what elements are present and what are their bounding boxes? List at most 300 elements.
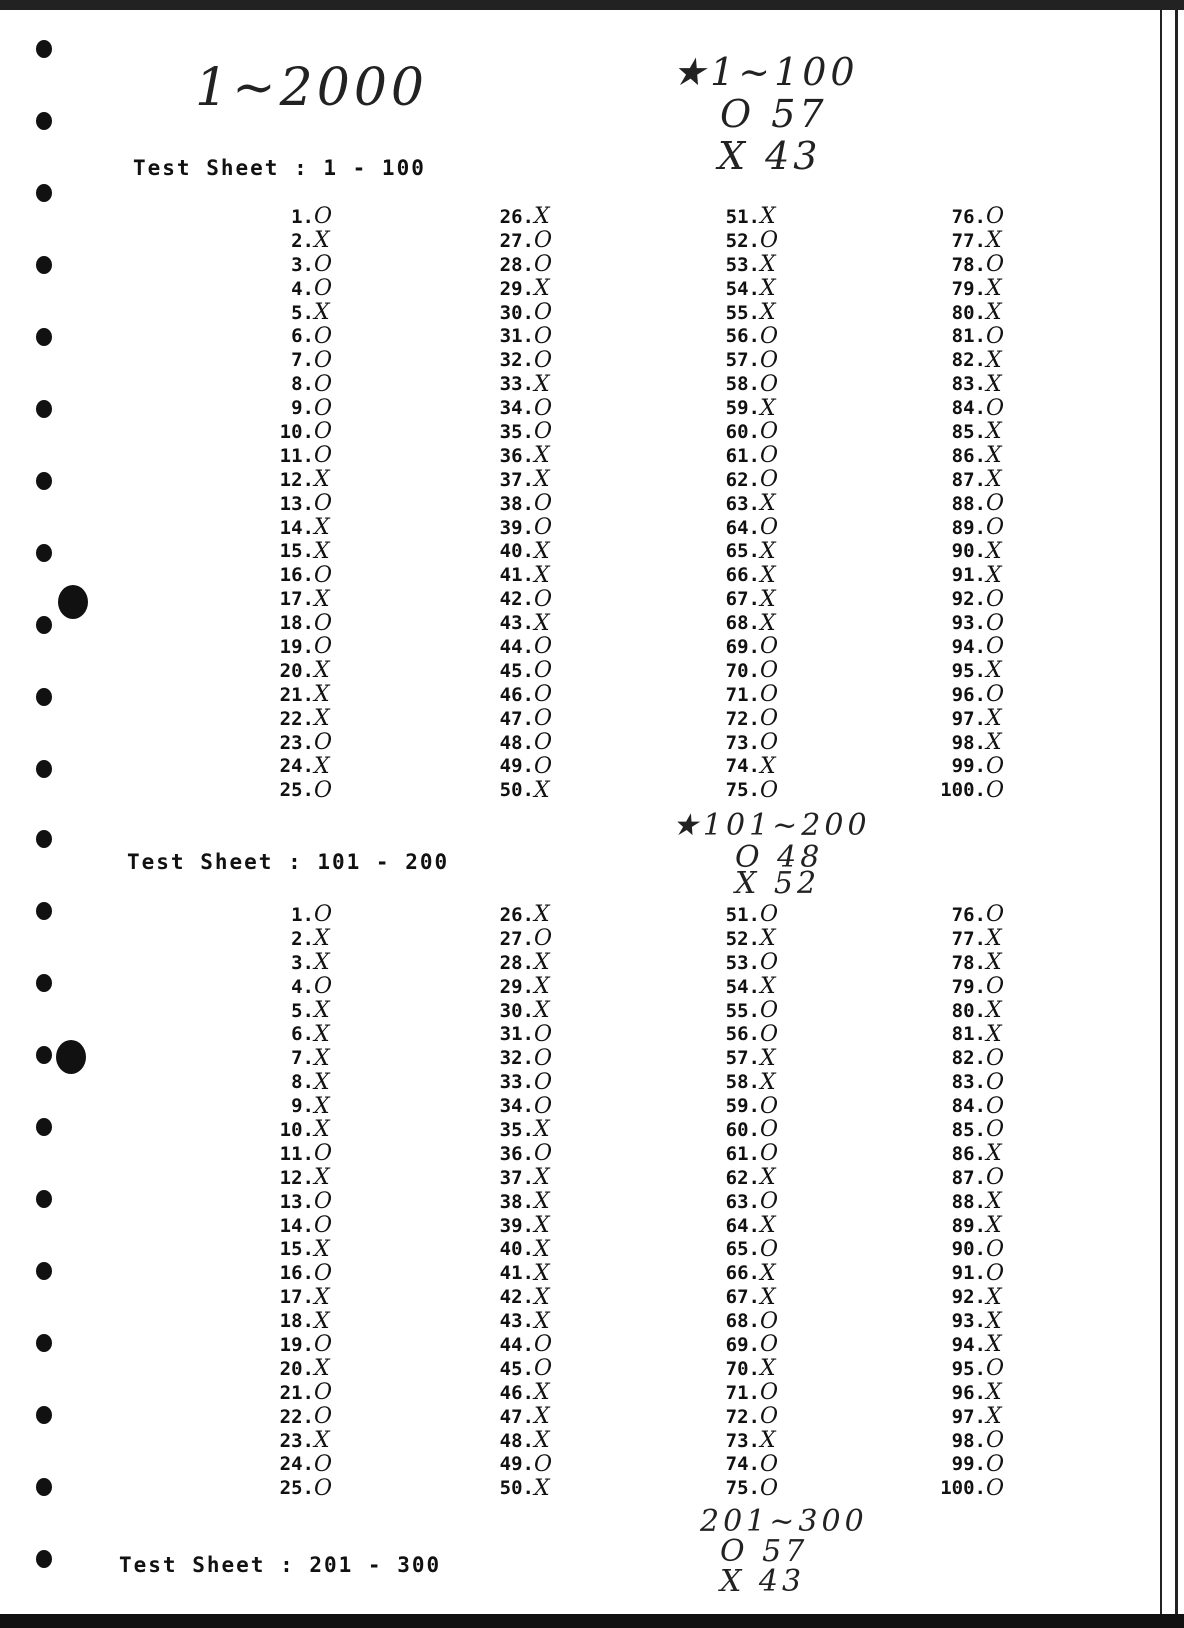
answer-entry bbox=[258, 516, 342, 540]
question-number: 86. bbox=[951, 444, 986, 467]
binder-hole-large bbox=[56, 1040, 86, 1074]
answer-mark: X bbox=[314, 1069, 330, 1095]
answer-entry bbox=[478, 1094, 562, 1118]
answer-entry bbox=[930, 324, 1014, 348]
answer-entry bbox=[258, 468, 342, 492]
sheet3-note-wrong: X 43 bbox=[720, 1564, 806, 1599]
answer-mark: X bbox=[534, 1308, 550, 1334]
answer-entry bbox=[930, 635, 1014, 659]
question-number: 98. bbox=[951, 1429, 986, 1452]
answer-entry bbox=[478, 253, 562, 277]
question-number: 100. bbox=[940, 1477, 986, 1500]
answer-entry bbox=[704, 1022, 788, 1046]
question-number: 30. bbox=[499, 999, 534, 1022]
answer-mark: X bbox=[760, 1356, 776, 1382]
answer-mark: X bbox=[986, 443, 1002, 469]
answer-entry bbox=[478, 348, 562, 372]
answer-mark: O bbox=[534, 1332, 553, 1358]
question-number: 49. bbox=[499, 755, 534, 778]
question-number: 77. bbox=[951, 229, 986, 252]
answer-entry bbox=[930, 1022, 1014, 1046]
answer-mark: O bbox=[760, 1189, 779, 1215]
question-number: 51. bbox=[725, 903, 760, 926]
question-number: 14. bbox=[279, 1214, 314, 1237]
sheet2-note-range: ★101~200 bbox=[672, 808, 871, 843]
question-number: 36. bbox=[499, 1142, 534, 1165]
question-number: 88. bbox=[951, 492, 986, 515]
answer-mark: O bbox=[760, 998, 779, 1024]
binder-hole bbox=[36, 1118, 52, 1136]
answer-entry bbox=[478, 683, 562, 707]
answer-mark: O bbox=[986, 974, 1005, 1000]
answer-mark: X bbox=[986, 1189, 1002, 1215]
answer-mark: X bbox=[534, 1260, 550, 1286]
question-number: 34. bbox=[499, 1095, 534, 1118]
question-number: 27. bbox=[499, 927, 534, 950]
answer-entry bbox=[478, 372, 562, 396]
answer-entry bbox=[704, 1405, 788, 1429]
question-number: 86. bbox=[951, 1142, 986, 1165]
binder-hole bbox=[36, 688, 52, 706]
answer-entry bbox=[478, 999, 562, 1023]
question-number: 66. bbox=[725, 564, 760, 587]
answer-entry bbox=[478, 778, 562, 802]
answer-mark: X bbox=[534, 276, 550, 302]
question-number: 79. bbox=[951, 277, 986, 300]
answer-mark: O bbox=[314, 443, 333, 469]
answer-mark: X bbox=[534, 1236, 550, 1262]
question-number: 33. bbox=[499, 373, 534, 396]
answer-entry bbox=[704, 444, 788, 468]
question-number: 19. bbox=[279, 1333, 314, 1356]
answer-mark: X bbox=[314, 515, 330, 541]
answer-entry bbox=[704, 468, 788, 492]
sheet1-note-wrong: X 43 bbox=[718, 134, 822, 178]
binder-hole bbox=[36, 256, 52, 274]
answer-entry bbox=[930, 1261, 1014, 1285]
answer-entry bbox=[704, 707, 788, 731]
answer-entry bbox=[478, 1118, 562, 1142]
question-number: 26. bbox=[499, 903, 534, 926]
question-number: 42. bbox=[499, 588, 534, 611]
answer-mark: X bbox=[314, 1284, 330, 1310]
binder-hole bbox=[36, 1478, 52, 1496]
answer-entry bbox=[258, 1237, 342, 1261]
question-number: 9. bbox=[291, 1095, 314, 1118]
question-number: 9. bbox=[291, 397, 314, 420]
answer-mark: X bbox=[534, 1165, 550, 1191]
answer-entry bbox=[704, 563, 788, 587]
binder-hole bbox=[36, 544, 52, 562]
answer-entry bbox=[258, 1046, 342, 1070]
answer-entry bbox=[930, 229, 1014, 253]
answer-entry bbox=[930, 1046, 1014, 1070]
sheet1-title: Test Sheet : 1 - 100 bbox=[133, 156, 426, 180]
answer-mark: X bbox=[986, 562, 1002, 588]
question-number: 61. bbox=[725, 1142, 760, 1165]
question-number: 71. bbox=[725, 683, 760, 706]
question-number: 3. bbox=[291, 253, 314, 276]
question-number: 67. bbox=[725, 1286, 760, 1309]
question-number: 11. bbox=[279, 444, 314, 467]
answer-mark: O bbox=[314, 1260, 333, 1286]
answer-mark: X bbox=[760, 586, 776, 612]
question-number: 52. bbox=[725, 229, 760, 252]
answer-entry bbox=[704, 754, 788, 778]
answer-mark: X bbox=[534, 1428, 550, 1454]
answer-mark: X bbox=[760, 753, 776, 779]
answer-mark: X bbox=[760, 1428, 776, 1454]
question-number: 45. bbox=[499, 1357, 534, 1380]
question-number: 84. bbox=[951, 1095, 986, 1118]
answer-entry bbox=[930, 253, 1014, 277]
answer-mark: O bbox=[314, 1451, 333, 1477]
question-number: 55. bbox=[725, 301, 760, 324]
answer-mark: X bbox=[986, 950, 1002, 976]
answer-entry bbox=[258, 927, 342, 951]
binder-hole bbox=[36, 112, 52, 130]
answer-mark: X bbox=[534, 1475, 550, 1501]
question-number: 20. bbox=[279, 659, 314, 682]
answer-entry bbox=[704, 951, 788, 975]
answer-entry bbox=[930, 754, 1014, 778]
answer-mark: O bbox=[986, 515, 1005, 541]
question-number: 5. bbox=[291, 301, 314, 324]
answer-entry bbox=[258, 539, 342, 563]
answer-entry bbox=[258, 1070, 342, 1094]
answer-mark: O bbox=[534, 1141, 553, 1167]
answer-entry bbox=[478, 468, 562, 492]
binder-hole bbox=[36, 1406, 52, 1424]
answer-entry bbox=[478, 659, 562, 683]
answer-entry bbox=[930, 951, 1014, 975]
answer-entry bbox=[930, 999, 1014, 1023]
answer-entry bbox=[704, 1452, 788, 1476]
answer-entry bbox=[478, 635, 562, 659]
question-number: 47. bbox=[499, 1405, 534, 1428]
question-number: 15. bbox=[279, 540, 314, 563]
answer-entry bbox=[478, 1190, 562, 1214]
binder-hole bbox=[36, 328, 52, 346]
answer-entry bbox=[478, 1214, 562, 1238]
binder-hole bbox=[36, 184, 52, 202]
answer-mark: X bbox=[534, 371, 550, 397]
answer-mark: O bbox=[534, 395, 553, 421]
question-number: 59. bbox=[725, 397, 760, 420]
answer-mark: O bbox=[314, 276, 333, 302]
question-number: 92. bbox=[951, 1286, 986, 1309]
answer-mark: O bbox=[314, 777, 333, 803]
page-right-edge bbox=[1160, 10, 1162, 1615]
question-number: 48. bbox=[499, 731, 534, 754]
answer-entry bbox=[478, 396, 562, 420]
sheet2-note-correct: O 48 bbox=[735, 840, 824, 875]
question-number: 18. bbox=[279, 612, 314, 635]
answer-entry bbox=[704, 1237, 788, 1261]
answer-entry bbox=[704, 635, 788, 659]
answer-entry bbox=[478, 1309, 562, 1333]
question-number: 44. bbox=[499, 635, 534, 658]
answer-mark: X bbox=[986, 1141, 1002, 1167]
answer-mark: X bbox=[314, 1308, 330, 1334]
question-number: 22. bbox=[279, 707, 314, 730]
answer-mark: X bbox=[760, 610, 776, 636]
answer-mark: X bbox=[534, 443, 550, 469]
answer-entry bbox=[258, 1022, 342, 1046]
answer-entry bbox=[258, 975, 342, 999]
answer-mark: O bbox=[986, 1356, 1005, 1382]
question-number: 75. bbox=[725, 779, 760, 802]
question-number: 85. bbox=[951, 420, 986, 443]
answer-entry bbox=[930, 1285, 1014, 1309]
question-number: 69. bbox=[725, 635, 760, 658]
answer-entry bbox=[704, 205, 788, 229]
question-number: 50. bbox=[499, 1477, 534, 1500]
answer-mark: O bbox=[986, 252, 1005, 278]
answer-mark: O bbox=[314, 1380, 333, 1406]
answer-mark: X bbox=[760, 1260, 776, 1286]
answer-mark: O bbox=[760, 1404, 779, 1430]
answer-mark: O bbox=[986, 1260, 1005, 1286]
answer-mark: O bbox=[314, 395, 333, 421]
question-number: 37. bbox=[499, 468, 534, 491]
binder-hole bbox=[36, 974, 52, 992]
answer-mark: X bbox=[534, 974, 550, 1000]
answer-entry bbox=[930, 444, 1014, 468]
answer-entry bbox=[258, 778, 342, 802]
question-number: 100. bbox=[940, 779, 986, 802]
question-number: 85. bbox=[951, 1118, 986, 1141]
answer-entry bbox=[704, 611, 788, 635]
answer-entry bbox=[930, 1452, 1014, 1476]
answer-entry bbox=[478, 1452, 562, 1476]
answer-mark: X bbox=[314, 1356, 330, 1382]
answer-mark: X bbox=[314, 586, 330, 612]
answer-entry bbox=[478, 611, 562, 635]
question-number: 89. bbox=[951, 516, 986, 539]
question-number: 51. bbox=[725, 205, 760, 228]
answer-entry bbox=[258, 587, 342, 611]
answer-entry bbox=[258, 1333, 342, 1357]
answer-mark: X bbox=[986, 658, 1002, 684]
answer-mark: O bbox=[314, 1213, 333, 1239]
answer-mark: X bbox=[534, 467, 550, 493]
question-number: 20. bbox=[279, 1357, 314, 1380]
question-number: 93. bbox=[951, 1310, 986, 1333]
answer-entry bbox=[704, 1261, 788, 1285]
answer-entry bbox=[930, 277, 1014, 301]
question-number: 90. bbox=[951, 1238, 986, 1261]
answer-entry bbox=[704, 1166, 788, 1190]
answer-mark: O bbox=[986, 204, 1005, 230]
question-number: 46. bbox=[499, 683, 534, 706]
answer-mark: O bbox=[986, 586, 1005, 612]
question-number: 89. bbox=[951, 1214, 986, 1237]
question-number: 23. bbox=[279, 731, 314, 754]
question-number: 11. bbox=[279, 1142, 314, 1165]
binder-hole bbox=[36, 1262, 52, 1280]
answer-mark: O bbox=[534, 1021, 553, 1047]
question-number: 84. bbox=[951, 397, 986, 420]
answer-entry bbox=[930, 1237, 1014, 1261]
answer-mark: O bbox=[314, 1404, 333, 1430]
answer-entry bbox=[258, 1285, 342, 1309]
answer-entry bbox=[704, 1094, 788, 1118]
answer-entry bbox=[704, 1357, 788, 1381]
answer-entry bbox=[704, 1046, 788, 1070]
answer-entry bbox=[478, 731, 562, 755]
binder-hole bbox=[36, 616, 52, 634]
answer-entry bbox=[704, 492, 788, 516]
question-number: 80. bbox=[951, 301, 986, 324]
answer-mark: O bbox=[534, 1045, 553, 1071]
answer-column bbox=[930, 205, 1014, 802]
answer-entry bbox=[704, 301, 788, 325]
sheet2-note-wrong: X 52 bbox=[735, 866, 821, 901]
answer-entry bbox=[258, 1261, 342, 1285]
answer-entry bbox=[930, 1309, 1014, 1333]
answer-mark: O bbox=[986, 682, 1005, 708]
question-number: 17. bbox=[279, 1286, 314, 1309]
answer-mark: O bbox=[534, 515, 553, 541]
answer-entry bbox=[258, 951, 342, 975]
binder-hole bbox=[36, 1046, 52, 1064]
question-number: 47. bbox=[499, 707, 534, 730]
answer-mark: X bbox=[986, 1332, 1002, 1358]
answer-mark: X bbox=[760, 276, 776, 302]
question-number: 81. bbox=[951, 1023, 986, 1046]
question-number: 78. bbox=[951, 951, 986, 974]
answer-mark: X bbox=[314, 658, 330, 684]
answer-mark: X bbox=[314, 1021, 330, 1047]
answer-mark: O bbox=[986, 323, 1005, 349]
question-number: 43. bbox=[499, 1310, 534, 1333]
answer-entry bbox=[478, 1333, 562, 1357]
answer-mark: X bbox=[534, 562, 550, 588]
answer-entry bbox=[478, 707, 562, 731]
answer-entry bbox=[704, 1309, 788, 1333]
question-number: 65. bbox=[725, 540, 760, 563]
answer-mark: O bbox=[534, 658, 553, 684]
answer-mark: O bbox=[760, 443, 779, 469]
question-number: 95. bbox=[951, 1357, 986, 1380]
answer-mark: X bbox=[986, 1380, 1002, 1406]
answer-entry bbox=[478, 1476, 562, 1500]
answer-mark: O bbox=[760, 515, 779, 541]
answer-mark: X bbox=[986, 998, 1002, 1024]
question-number: 88. bbox=[951, 1190, 986, 1213]
question-number: 25. bbox=[279, 779, 314, 802]
answer-entry bbox=[478, 903, 562, 927]
answer-mark: X bbox=[314, 228, 330, 254]
answer-mark: O bbox=[314, 252, 333, 278]
answer-mark: O bbox=[760, 1451, 779, 1477]
answer-mark: O bbox=[314, 974, 333, 1000]
answer-mark: X bbox=[314, 706, 330, 732]
answer-entry bbox=[258, 492, 342, 516]
answer-mark: O bbox=[986, 777, 1005, 803]
answer-entry bbox=[704, 659, 788, 683]
question-number: 24. bbox=[279, 1453, 314, 1476]
answer-mark: X bbox=[314, 538, 330, 564]
sheet3-note-range: 201~300 bbox=[700, 1504, 868, 1539]
question-number: 50. bbox=[499, 779, 534, 802]
answer-entry bbox=[258, 754, 342, 778]
answer-mark: X bbox=[986, 1308, 1002, 1334]
answer-mark: X bbox=[314, 1117, 330, 1143]
answer-mark: X bbox=[760, 562, 776, 588]
answer-entry bbox=[258, 348, 342, 372]
question-number: 96. bbox=[951, 683, 986, 706]
answer-entry bbox=[478, 587, 562, 611]
answer-mark: O bbox=[760, 634, 779, 660]
question-number: 64. bbox=[725, 516, 760, 539]
answer-entry bbox=[478, 951, 562, 975]
answer-mark: O bbox=[986, 1093, 1005, 1119]
answer-entry bbox=[704, 731, 788, 755]
answer-column bbox=[704, 205, 788, 802]
answer-mark: X bbox=[534, 1213, 550, 1239]
answer-mark: O bbox=[760, 706, 779, 732]
answer-mark: O bbox=[314, 323, 333, 349]
answer-entry bbox=[258, 563, 342, 587]
binder-hole bbox=[36, 760, 52, 778]
answer-mark: X bbox=[534, 1404, 550, 1430]
question-number: 1. bbox=[291, 903, 314, 926]
answer-mark: O bbox=[760, 1380, 779, 1406]
answer-entry bbox=[704, 778, 788, 802]
answer-entry bbox=[704, 975, 788, 999]
answer-entry bbox=[258, 324, 342, 348]
answer-entry bbox=[478, 1405, 562, 1429]
question-number: 66. bbox=[725, 1262, 760, 1285]
answer-mark: X bbox=[314, 1236, 330, 1262]
answer-mark: O bbox=[760, 1308, 779, 1334]
question-number: 59. bbox=[725, 1095, 760, 1118]
question-number: 43. bbox=[499, 612, 534, 635]
answer-entry bbox=[258, 1429, 342, 1453]
answer-mark: O bbox=[534, 252, 553, 278]
question-number: 24. bbox=[279, 755, 314, 778]
answer-entry bbox=[478, 420, 562, 444]
question-number: 3. bbox=[291, 951, 314, 974]
answer-mark: X bbox=[760, 252, 776, 278]
question-number: 69. bbox=[725, 1333, 760, 1356]
question-number: 67. bbox=[725, 588, 760, 611]
answer-mark: O bbox=[760, 1332, 779, 1358]
answer-mark: X bbox=[986, 1284, 1002, 1310]
answer-entry bbox=[258, 1142, 342, 1166]
question-number: 55. bbox=[725, 999, 760, 1022]
question-number: 23. bbox=[279, 1429, 314, 1452]
answer-mark: X bbox=[986, 1213, 1002, 1239]
question-number: 63. bbox=[725, 1190, 760, 1213]
answer-mark: O bbox=[534, 1069, 553, 1095]
answer-entry bbox=[478, 975, 562, 999]
answer-entry bbox=[704, 1142, 788, 1166]
answer-mark: X bbox=[314, 467, 330, 493]
question-number: 70. bbox=[725, 659, 760, 682]
question-number: 62. bbox=[725, 1166, 760, 1189]
binder-hole bbox=[36, 1334, 52, 1352]
answer-mark: X bbox=[760, 926, 776, 952]
answer-mark: O bbox=[760, 730, 779, 756]
answer-mark: O bbox=[760, 682, 779, 708]
answer-mark: O bbox=[986, 902, 1005, 928]
answer-entry bbox=[704, 348, 788, 372]
answer-entry bbox=[930, 563, 1014, 587]
answer-mark: X bbox=[534, 1284, 550, 1310]
